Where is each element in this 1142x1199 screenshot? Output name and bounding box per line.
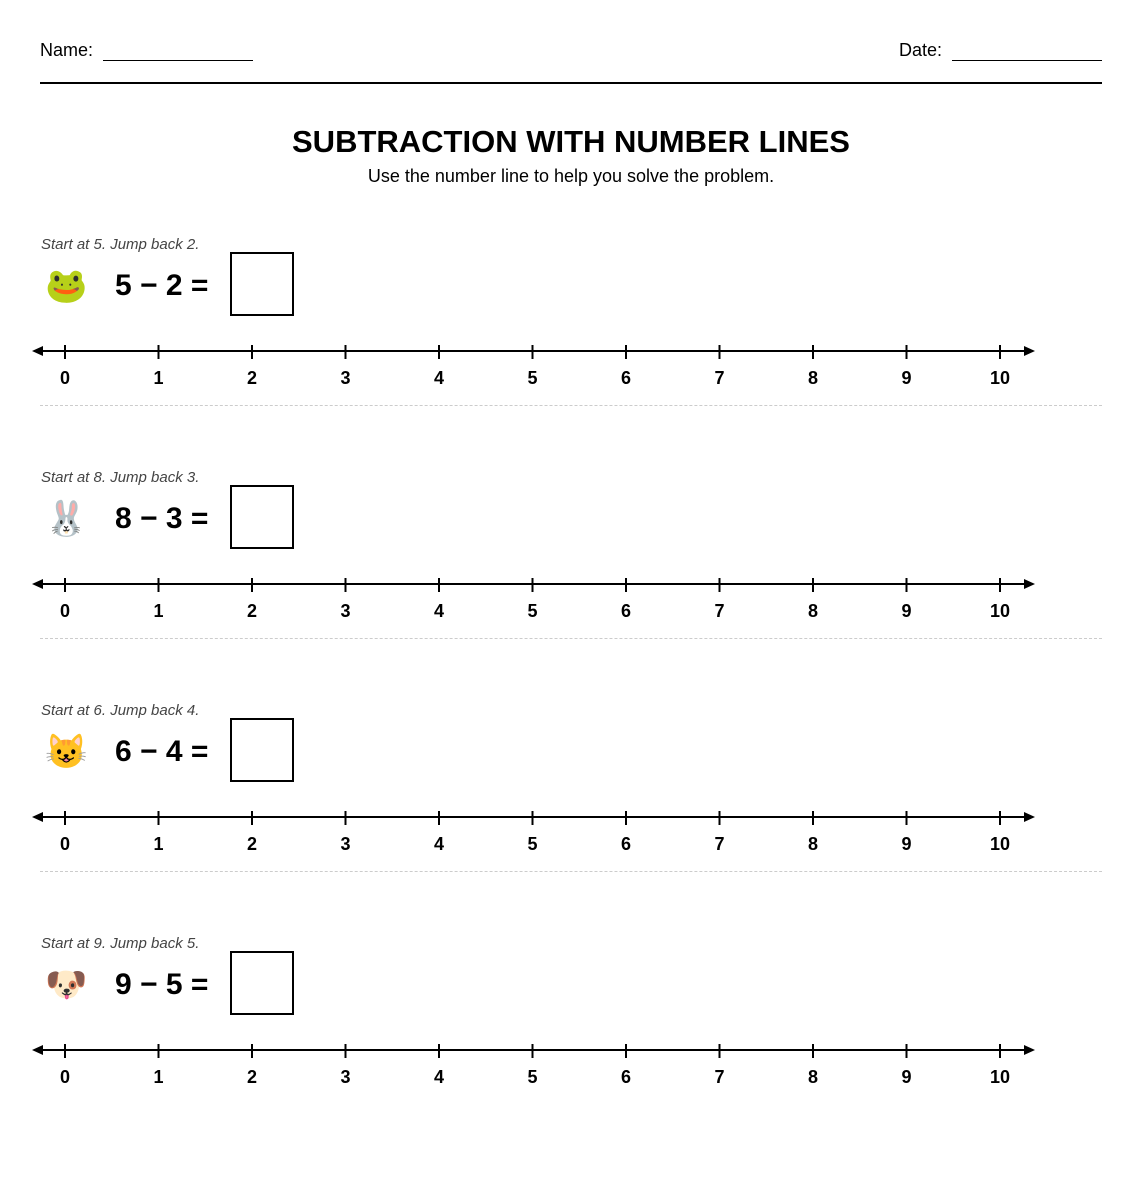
problem: [0, 694, 1142, 927]
number-line: [0, 561, 1142, 631]
tick-label: 5: [527, 368, 538, 388]
arrow-right-icon: [1024, 346, 1035, 356]
tick-label: 0: [59, 368, 71, 388]
problem-instruction: Start at 5. Jump back 2.: [41, 236, 200, 253]
tick-label: 9: [901, 1067, 912, 1087]
tick-label: 6: [620, 601, 632, 621]
tick-label: 3: [340, 834, 351, 854]
date-blank[interactable]: [952, 40, 1102, 61]
tick-label: 2: [246, 368, 258, 388]
tick-label: 1: [153, 834, 164, 854]
tick-label: 10: [989, 834, 1011, 854]
tick-label: 4: [433, 368, 445, 388]
tick-label: 9: [901, 368, 912, 388]
tick-label: 8: [807, 368, 819, 388]
arrow-left-icon: [32, 346, 43, 356]
arrow-right-icon: [1024, 812, 1035, 822]
tick-label: 10: [989, 368, 1011, 388]
animal-icon: 🐰: [45, 500, 88, 538]
tick-label: 9: [901, 601, 912, 621]
date-label: Date:: [898, 40, 942, 60]
tick-label: 3: [340, 1067, 351, 1087]
equation: 5 − 2 =: [115, 269, 209, 302]
tick-label: 2: [246, 601, 258, 621]
tick-label: 3: [340, 368, 351, 388]
tick-label: 7: [714, 1067, 725, 1087]
answer-box[interactable]: [230, 718, 294, 782]
tick-label: 5: [527, 601, 538, 621]
page-subtitle: Use the number line to help you solve the problem.: [367, 166, 775, 186]
arrow-left-icon: [32, 812, 43, 822]
answer-box[interactable]: [230, 951, 294, 1015]
animal-icon: 😺: [45, 733, 88, 771]
animal-icon: 🐶: [45, 966, 88, 1004]
tick-label: 3: [340, 601, 351, 621]
tick-label: 8: [807, 834, 819, 854]
tick-label: 0: [59, 1067, 71, 1087]
tick-label: 7: [714, 601, 725, 621]
name-blank[interactable]: [103, 40, 253, 61]
tick-label: 6: [620, 834, 632, 854]
tick-label: 2: [246, 834, 258, 854]
answer-box[interactable]: [230, 485, 294, 549]
arrow-left-icon: [32, 1045, 43, 1055]
equation: 6 − 4 =: [115, 735, 209, 768]
tick-label: 9: [901, 834, 912, 854]
tick-label: 4: [433, 1067, 445, 1087]
name-label: Name:: [40, 40, 94, 60]
tick-label: 5: [527, 1067, 538, 1087]
tick-label: 0: [59, 601, 71, 621]
tick-label: 1: [153, 601, 164, 621]
tick-label: 1: [153, 368, 164, 388]
tick-label: 1: [153, 1067, 164, 1087]
tick-label: 5: [527, 834, 538, 854]
tick-label: 6: [620, 1067, 632, 1087]
problem-instruction: Start at 6. Jump back 4.: [41, 702, 200, 719]
arrow-left-icon: [32, 579, 43, 589]
problem: [0, 228, 1142, 461]
problem-instruction: Start at 8. Jump back 3.: [41, 469, 200, 486]
header-divider: [40, 82, 1102, 84]
name-field: [40, 40, 253, 61]
tick-label: 4: [433, 834, 445, 854]
number-line: [0, 1027, 1142, 1097]
tick-label: 4: [433, 601, 445, 621]
arrow-right-icon: [1024, 1045, 1035, 1055]
number-line: [0, 328, 1142, 398]
animal-icon: 🐸: [45, 267, 88, 305]
answer-box[interactable]: [230, 252, 294, 316]
problem: [0, 927, 1142, 1160]
problem: [0, 461, 1142, 694]
tick-label: 6: [620, 368, 632, 388]
tick-label: 7: [714, 368, 725, 388]
arrow-right-icon: [1024, 579, 1035, 589]
tick-label: 7: [714, 834, 725, 854]
tick-label: 2: [246, 1067, 258, 1087]
number-line: [0, 794, 1142, 864]
page-title: SUBTRACTION WITH NUMBER LINES: [292, 124, 850, 159]
equation: 9 − 5 =: [115, 968, 209, 1001]
problem-separator: [40, 405, 1102, 406]
tick-label: 0: [59, 834, 71, 854]
tick-label: 10: [989, 601, 1011, 621]
date-field: [899, 40, 1102, 61]
problem-instruction: Start at 9. Jump back 5.: [41, 935, 200, 952]
tick-label: 8: [807, 1067, 819, 1087]
equation: 8 − 3 =: [115, 502, 209, 535]
tick-label: 10: [989, 1067, 1011, 1087]
problem-separator: [40, 871, 1102, 872]
tick-label: 8: [807, 601, 819, 621]
problem-separator: [40, 638, 1102, 639]
